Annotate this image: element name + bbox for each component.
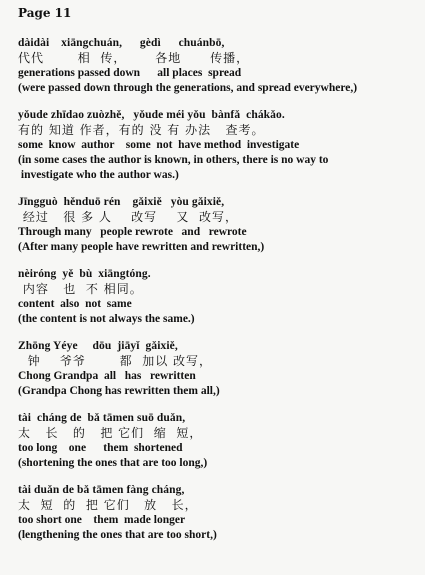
translation-line: (the content is not always the same.): [18, 313, 195, 325]
pinyin-line: tài cháng de bǎ tāmen suō duǎn,: [18, 412, 186, 424]
gloss-line: generations passed down all places spread: [18, 67, 242, 79]
pinyin-line: dàidài xiāngchuán, gèdì chuánbō,: [18, 37, 225, 49]
pinyin-line: nèiróng yě bù xiāngtóng.: [18, 268, 151, 280]
chinese-line: 有的 知道 作者，有的 没 有 办法 查考。: [18, 123, 265, 137]
gloss-line: Chong Grandpa all has rewritten: [18, 370, 196, 382]
chinese-line: 代代 相 传， 各地 传播，: [18, 51, 250, 65]
translation-line: (lengthening the ones that are too short,): [18, 529, 217, 541]
pinyin-line: tài duǎn de bǎ tāmen fàng cháng,: [18, 484, 185, 496]
gloss-line: Through many people rewrote and rewrote: [18, 226, 247, 238]
chinese-line: 经过 很 多 人 改写 又 改写，: [18, 210, 239, 224]
pinyin-line: Zhōng Yéye dōu jiāyǐ gǎixiě,: [18, 340, 178, 352]
phrase-block: [18, 108, 418, 183]
phrase-block: [18, 267, 418, 327]
translation-line: (were passed down through the generations, and spread everywhere,): [18, 82, 358, 94]
pinyin-line: yǒude zhīdao zuòzhě, yǒude méi yǒu bànfǎ chákǎo.: [18, 109, 285, 121]
phrase-block: [18, 483, 418, 543]
gloss-line: content also not same: [18, 298, 132, 310]
gloss-line: some know author some not have method investigate: [18, 139, 300, 151]
phrase-block: [18, 411, 418, 471]
chinese-line: 太 长 的 把 它们 缩 短，: [18, 426, 203, 440]
phrase-block: [18, 36, 418, 96]
text-body: [18, 36, 418, 555]
translation-line: (shortening the ones that are too long,): [18, 457, 208, 469]
pinyin-line: Jīngguò hěnduō rén gǎixiě yòu gǎixiě,: [18, 196, 225, 208]
chinese-line: 内容 也 不 相同。: [18, 282, 143, 296]
gloss-line: too long one them shortened: [18, 442, 183, 454]
page-number: Page 11: [18, 6, 72, 20]
gloss-line: too short one them made longer: [18, 514, 186, 526]
chinese-line: 太 短 的 把 它们 放 长，: [18, 498, 198, 512]
translation-line: (Grandpa Chong has rewritten them all,): [18, 385, 220, 397]
chinese-line: 钟 爷爷 都 加以 改写，: [18, 354, 213, 368]
translation-line: (After many people have rewritten and rewritten,): [18, 241, 265, 253]
phrase-block: [18, 339, 418, 399]
translation-line: investigate who the author was.): [18, 169, 179, 181]
phrase-block: [18, 195, 418, 255]
translation-line: (in some cases the author is known, in others, there is no way to: [18, 154, 329, 166]
